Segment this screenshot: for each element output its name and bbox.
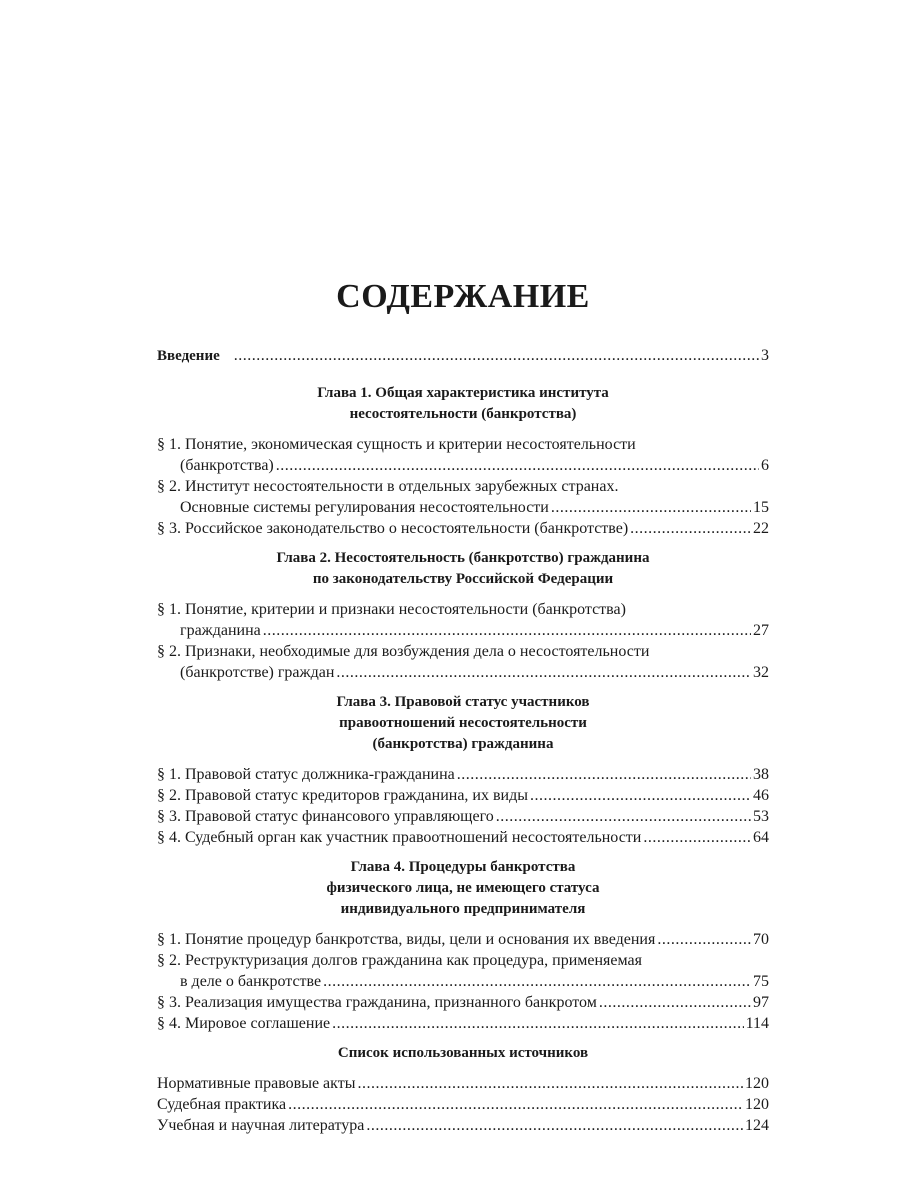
dot-leader bbox=[234, 345, 759, 366]
toc-page-number: 120 bbox=[745, 1096, 769, 1113]
toc-entry-label-cont: (банкротства) bbox=[180, 457, 274, 474]
dot-leader bbox=[530, 785, 751, 806]
chapter-heading-line: правоотношений несостоятельности bbox=[339, 715, 587, 731]
toc-entry bbox=[157, 785, 769, 806]
toc-entry bbox=[157, 1073, 769, 1094]
dot-leader bbox=[551, 497, 751, 518]
toc-entry-label: § 4. Мировое соглашение bbox=[157, 1015, 331, 1032]
toc-page-number: 15 bbox=[753, 499, 769, 516]
toc-entry bbox=[157, 827, 769, 848]
toc-page-number: 6 bbox=[761, 457, 769, 474]
chapter-heading-4 bbox=[157, 857, 769, 920]
toc-page-number: 64 bbox=[753, 829, 769, 846]
toc-page-number: 53 bbox=[753, 808, 769, 825]
dot-leader bbox=[643, 827, 751, 848]
chapter-heading-line: физического лица, не имеющего статуса bbox=[326, 880, 600, 896]
toc-entry bbox=[157, 929, 769, 950]
sources-heading-line: Список использованных источников bbox=[337, 1045, 589, 1061]
toc-page-number: 38 bbox=[753, 766, 769, 783]
chapter-heading-line: Глава 2. Несостоятельность (банкротство) гражданина bbox=[276, 550, 650, 566]
toc-entry bbox=[157, 1094, 769, 1115]
toc-entry-label: § 2. Институт несостоятельности в отдельных зарубежных странах. bbox=[157, 478, 619, 495]
toc-entry-label-cont: (банкротстве) граждан bbox=[180, 664, 335, 681]
dot-leader bbox=[657, 929, 751, 950]
toc-entry bbox=[157, 950, 769, 992]
toc-entry-label: § 1. Понятие, критерии и признаки несостоятельности (банкротства) bbox=[157, 601, 626, 618]
chapter-heading-line: индивидуального предпринимателя bbox=[340, 901, 586, 917]
toc-page-number: 22 bbox=[753, 520, 769, 537]
dot-leader bbox=[263, 620, 751, 641]
toc-entry-label: § 3. Российское законодательство о несостоятельности (банкротстве) bbox=[157, 520, 629, 537]
toc-page-number: 32 bbox=[753, 664, 769, 681]
toc-entry bbox=[157, 599, 769, 641]
toc-entry-label: § 1. Понятие процедур банкротства, виды, цели и основания их введения bbox=[157, 931, 656, 948]
toc-page-number: 46 bbox=[753, 787, 769, 804]
chapter-heading-2 bbox=[157, 548, 769, 590]
toc-entry bbox=[157, 434, 769, 476]
chapter-heading-line: Глава 4. Процедуры банкротства bbox=[350, 859, 576, 875]
toc-page-number: 3 bbox=[761, 347, 769, 364]
toc-entry-label: § 3. Реализация имущества гражданина, признанного банкротом bbox=[157, 994, 597, 1011]
toc-entry-label-cont: гражданина bbox=[180, 622, 261, 639]
toc-entry bbox=[157, 1013, 769, 1034]
chapter-heading-line: Глава 1. Общая характеристика института bbox=[317, 385, 609, 401]
dot-leader bbox=[288, 1094, 743, 1115]
toc-entry-label: Введение bbox=[157, 348, 220, 364]
chapter-heading-line: Глава 3. Правовой статус участников bbox=[336, 694, 590, 710]
toc-entry-intro bbox=[157, 345, 769, 366]
table-of-contents bbox=[157, 345, 769, 1136]
toc-entry-label: § 1. Правовой статус должника-гражданина bbox=[157, 766, 455, 783]
page-title: СОДЕРЖАНИЕ bbox=[336, 278, 590, 315]
dot-leader bbox=[336, 662, 751, 683]
toc-page-number: 120 bbox=[745, 1075, 769, 1092]
toc-entry bbox=[157, 518, 769, 539]
toc-entry-label: § 2. Реструктуризация долгов гражданина как процедура, применяемая bbox=[157, 952, 642, 969]
dot-leader bbox=[366, 1115, 743, 1136]
toc-page-number: 114 bbox=[745, 1015, 769, 1032]
dot-leader bbox=[630, 518, 751, 539]
chapter-heading-line: (банкротства) гражданина bbox=[372, 736, 554, 752]
toc-entry-label: § 3. Правовой статус финансового управляющего bbox=[157, 808, 494, 825]
dot-leader bbox=[457, 764, 751, 785]
dot-leader bbox=[276, 455, 759, 476]
toc-entry bbox=[157, 806, 769, 827]
dot-leader bbox=[332, 1013, 743, 1034]
chapter-heading-3 bbox=[157, 692, 769, 755]
toc-entry-label-cont: Основные системы регулирования несостоятельности bbox=[180, 499, 549, 516]
chapter-heading-line: по законодательству Российской Федерации bbox=[312, 571, 614, 587]
dot-leader bbox=[357, 1073, 743, 1094]
toc-entry bbox=[157, 992, 769, 1013]
sources-heading bbox=[157, 1043, 769, 1064]
toc-entry-label: Нормативные правовые акты bbox=[157, 1075, 356, 1092]
toc-entry-label: § 2. Признаки, необходимые для возбуждения дела о несостоятельности bbox=[157, 643, 650, 660]
toc-entry-label: Судебная практика bbox=[157, 1096, 287, 1113]
toc-entry-label: § 2. Правовой статус кредиторов гражданина, их виды bbox=[157, 787, 528, 804]
toc-entry bbox=[157, 1115, 769, 1136]
toc-page-number: 97 bbox=[753, 994, 769, 1011]
toc-entry-label-cont: в деле о банкротстве bbox=[180, 973, 322, 990]
toc-page-number: 27 bbox=[753, 622, 769, 639]
toc-entry bbox=[157, 764, 769, 785]
dot-leader bbox=[323, 971, 751, 992]
chapter-heading-line: несостоятельности (банкротства) bbox=[349, 406, 577, 422]
toc-entry-label: Учебная и научная литература bbox=[157, 1117, 365, 1134]
toc-entry bbox=[157, 476, 769, 518]
chapter-heading-1 bbox=[157, 383, 769, 425]
dot-leader bbox=[599, 992, 751, 1013]
toc-entry bbox=[157, 641, 769, 683]
toc-entry-label: § 1. Понятие, экономическая сущность и критерии несостоятельности bbox=[157, 436, 636, 453]
toc-page-number: 70 bbox=[753, 931, 769, 948]
toc-entry-label: § 4. Судебный орган как участник правоотношений несостоятельности bbox=[157, 829, 642, 846]
toc-page-number: 75 bbox=[753, 973, 769, 990]
toc-page-number: 124 bbox=[745, 1117, 769, 1134]
dot-leader bbox=[496, 806, 751, 827]
